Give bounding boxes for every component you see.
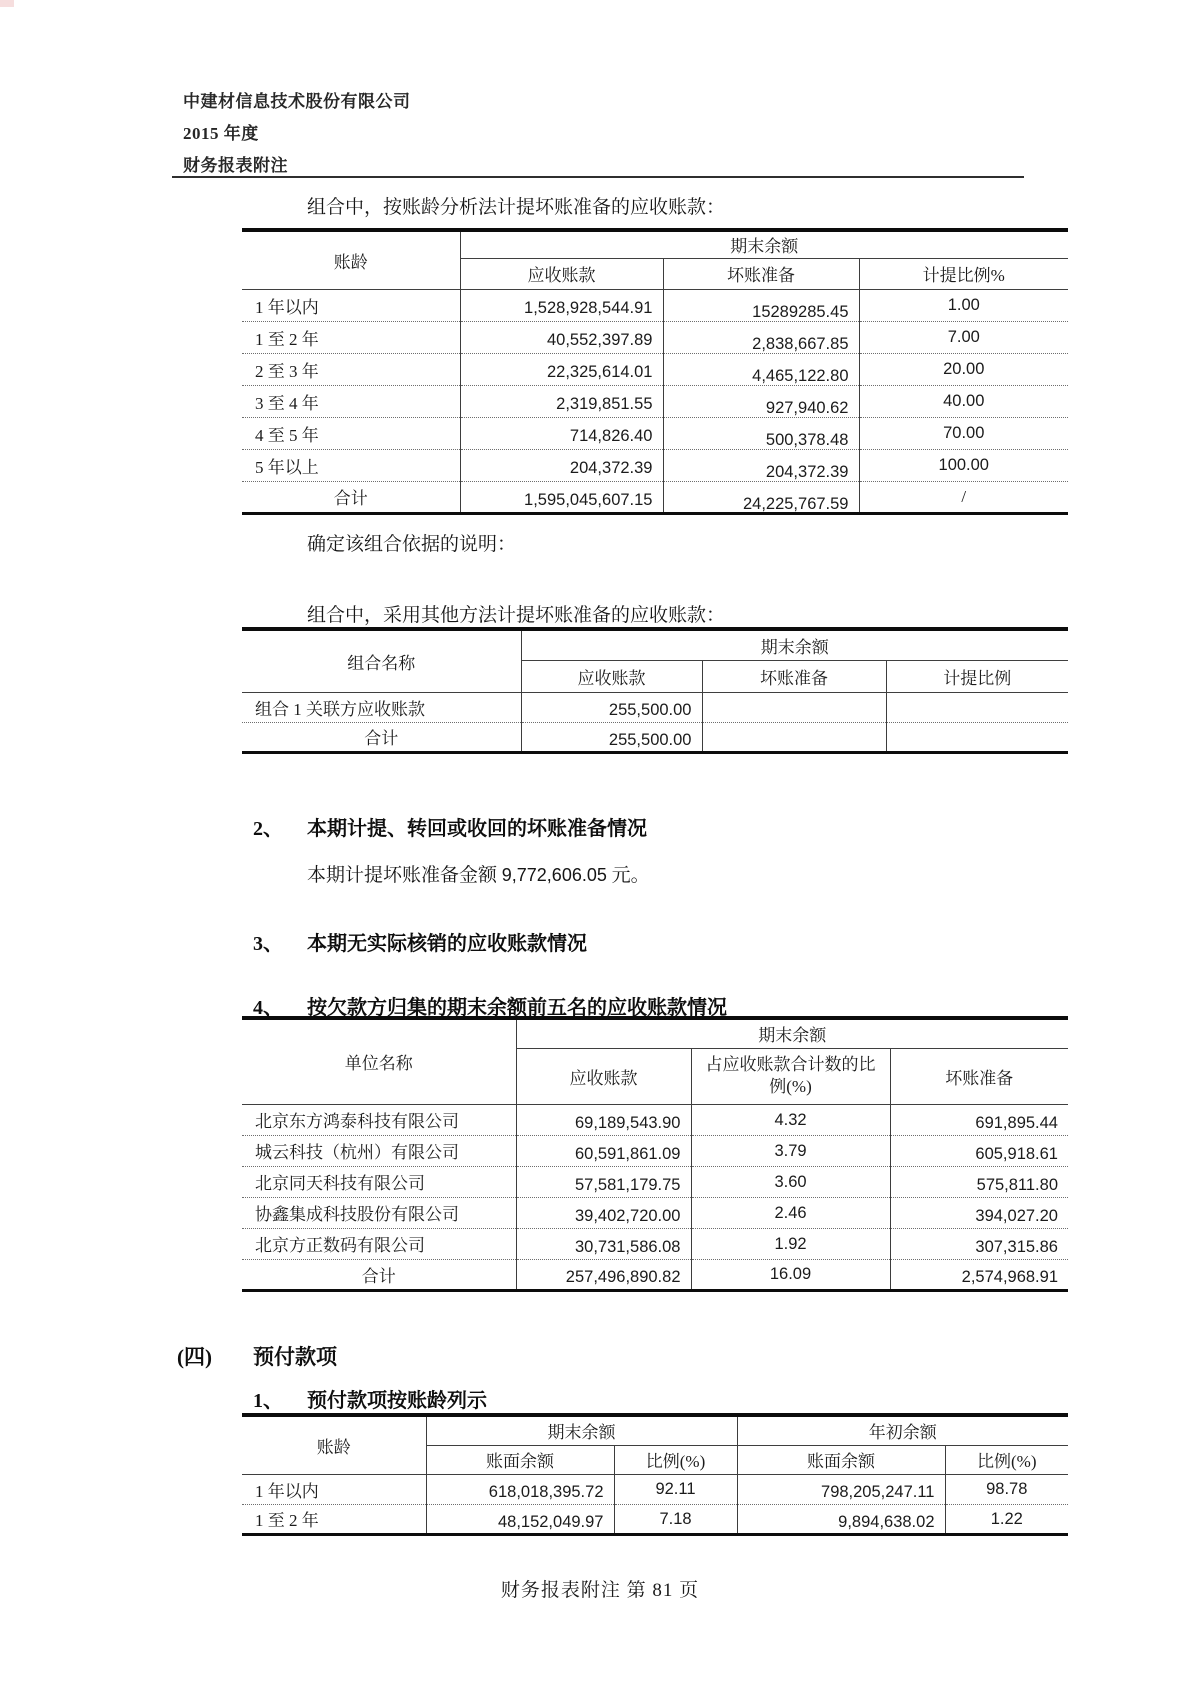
col-group-closing-balance: 期末余额	[547, 1423, 616, 1443]
aging-label: 1 至 2 年	[255, 1511, 319, 1530]
table-header-row	[242, 230, 1068, 258]
table-row	[242, 289, 1068, 321]
section-number: 2、	[253, 818, 283, 840]
table-row	[242, 692, 1068, 722]
section-2-body: 本期计提坏账准备金额 9,772,606.05 元。	[307, 865, 650, 886]
bad-debt-value: 15289285.45	[663, 289, 859, 321]
receivable-total: 255,500.00	[521, 722, 702, 752]
begin-ratio-value: 98.78	[945, 1474, 1068, 1504]
proportion-value: 2.46	[691, 1197, 890, 1228]
proportion-value: 3.79	[691, 1135, 890, 1166]
ratio-value: 7.00	[859, 321, 1068, 353]
entity-label: 北京方正数码有限公司	[255, 1236, 425, 1255]
table-row	[242, 1135, 1068, 1166]
section-number: 3、	[253, 933, 283, 955]
aging-label: 1 至 2 年	[255, 329, 319, 349]
col-receivable: 应收账款	[521, 660, 702, 692]
receivable-value: 714,826.40	[460, 417, 663, 449]
begin-balance-value: 798,205,247.11	[737, 1474, 945, 1504]
col-group-closing-balance: 期末余额	[758, 1026, 827, 1046]
entity-label: 城云科技（杭州）有限公司	[255, 1143, 459, 1162]
aging-label: 1 年以内	[255, 297, 319, 317]
proportion-value: 4.32	[691, 1104, 890, 1135]
end-ratio-value: 92.11	[614, 1474, 737, 1504]
receivable-value: 1,528,928,544.91	[460, 289, 663, 321]
total-row	[242, 1259, 1068, 1290]
bad-debt-total	[702, 722, 886, 752]
other-method-table-title: 组合中，采用其他方法计提坏账准备的应收账款：	[307, 605, 726, 626]
section-number: 4、	[253, 997, 283, 1019]
col-proportion: 占应收账款合计数的比例(%)	[691, 1048, 890, 1104]
ratio-value: 1.00	[859, 289, 1068, 321]
receivable-value: 57,581,179.75	[516, 1166, 691, 1197]
bad-debt-value: 4,465,122.80	[663, 353, 859, 385]
table-row	[242, 1104, 1068, 1135]
aging-label: 4 至 5 年	[255, 425, 319, 445]
receivable-value: 255,500.00	[521, 692, 702, 722]
bad-debt-value: 394,027.20	[890, 1197, 1068, 1228]
bad-debt-total: 24,225,767.59	[663, 481, 859, 513]
end-ratio-value: 7.18	[614, 1504, 737, 1534]
basis-note: 确定该组合依据的说明：	[307, 534, 517, 555]
col-group-closing-balance: 期末余额	[730, 237, 799, 257]
prepayments-subheading	[253, 1384, 487, 1413]
aging-label: 3 至 4 年	[255, 393, 319, 413]
section-2-heading	[253, 812, 647, 841]
table-row	[242, 449, 1068, 481]
ratio-total: /	[859, 481, 1068, 513]
prepayments-aging-table	[242, 1413, 1068, 1536]
bad-debt-value: 575,811.80	[890, 1166, 1068, 1197]
company-name: 中建材信息技术股份有限公司	[183, 92, 411, 111]
receivable-total: 1,595,045,607.15	[460, 481, 663, 513]
receivable-total: 257,496,890.82	[516, 1259, 691, 1290]
bad-debt-value: 605,918.61	[890, 1135, 1068, 1166]
ratio-value: 40.00	[859, 385, 1068, 417]
page-footer: 财务报表附注 第 81 页	[500, 1580, 700, 1601]
receivable-value: 40,552,397.89	[460, 321, 663, 353]
ratio-value: 100.00	[859, 449, 1068, 481]
col-aging: 账龄	[242, 230, 460, 289]
ratio-total	[886, 722, 1068, 752]
ratio-value: 70.00	[859, 417, 1068, 449]
section-3-heading	[253, 927, 587, 956]
table-header-row	[242, 1415, 1068, 1445]
bad-debt-value: 500,378.48	[663, 417, 859, 449]
doc-type: 财务报表附注	[183, 156, 288, 175]
col-receivable: 应收账款	[516, 1048, 691, 1104]
table-row	[242, 1197, 1068, 1228]
section-title: 预付款项	[253, 1345, 337, 1369]
table-row	[242, 321, 1068, 353]
col-ratio: 计提比例%	[859, 258, 1068, 289]
aging-table-title: 组合中，按账龄分析法计提坏账准备的应收账款：	[307, 197, 726, 218]
table-row	[242, 1166, 1068, 1197]
receivable-value: 30,731,586.08	[516, 1228, 691, 1259]
provision-amount: 9,772,606.05	[501, 865, 607, 885]
entity-label: 北京东方鸿泰科技有限公司	[255, 1112, 459, 1131]
col-group-opening-balance: 年初余额	[737, 1415, 1068, 1445]
entity-label: 协鑫集成科技股份有限公司	[255, 1205, 459, 1224]
col-book-balance: 账面余额	[737, 1445, 945, 1474]
receivable-value: 2,319,851.55	[460, 385, 663, 417]
top-five-debtors-table	[242, 1016, 1068, 1292]
aging-label: 5 年以上	[255, 457, 319, 477]
ratio-value	[886, 692, 1068, 722]
col-ratio: 计提比例	[886, 660, 1068, 692]
table-row	[242, 353, 1068, 385]
aging-label: 1 年以内	[255, 1481, 319, 1501]
section-title: 本期无实际核销的应收账款情况	[307, 933, 587, 955]
begin-balance-value: 9,894,638.02	[737, 1504, 945, 1534]
bad-debt-value: 2,838,667.85	[663, 321, 859, 353]
col-receivable: 应收账款	[460, 258, 663, 289]
total-label: 合计	[361, 1266, 396, 1286]
col-ratio: 比例(%)	[614, 1445, 737, 1474]
ratio-value: 20.00	[859, 353, 1068, 385]
col-bad-debt: 坏账准备	[702, 660, 886, 692]
fiscal-year: 2015 年度	[183, 124, 259, 143]
total-label: 合计	[364, 729, 399, 748]
bad-debt-value: 307,315.86	[890, 1228, 1068, 1259]
receivable-value: 204,372.39	[460, 449, 663, 481]
col-ratio: 比例(%)	[945, 1445, 1068, 1474]
section-number: (四)	[177, 1345, 212, 1369]
header-divider	[172, 176, 1024, 178]
col-bad-debt: 坏账准备	[663, 258, 859, 289]
section-title: 本期计提、转回或收回的坏账准备情况	[307, 818, 647, 840]
bad-debt-value: 927,940.62	[663, 385, 859, 417]
proportion-value: 3.60	[691, 1166, 890, 1197]
proportion-value: 1.92	[691, 1228, 890, 1259]
other-method-table	[242, 627, 1068, 754]
begin-ratio-value: 1.22	[945, 1504, 1068, 1534]
col-bad-debt: 坏账准备	[890, 1048, 1068, 1104]
total-row	[242, 481, 1068, 513]
table-header-row	[242, 629, 1068, 660]
section-title: 预付款项按账龄列示	[307, 1390, 487, 1412]
section-number: 1、	[253, 1390, 283, 1412]
section-title: 按欠款方归集的期末余额前五名的应收账款情况	[307, 997, 727, 1019]
receivable-value: 69,189,543.90	[516, 1104, 691, 1135]
col-entity-name: 单位名称	[242, 1018, 516, 1104]
table-header-row	[242, 1018, 1068, 1048]
total-row	[242, 722, 1068, 752]
bad-debt-total: 2,574,968.91	[890, 1259, 1068, 1290]
aging-analysis-table	[242, 228, 1068, 515]
table-row	[242, 385, 1068, 417]
end-balance-value: 48,152,049.97	[426, 1504, 614, 1534]
aging-label: 2 至 3 年	[255, 361, 319, 381]
document-header	[183, 86, 411, 182]
proportion-total: 16.09	[691, 1259, 890, 1290]
bad-debt-value: 691,895.44	[890, 1104, 1068, 1135]
table-row	[242, 1228, 1068, 1259]
bad-debt-value	[702, 692, 886, 722]
table-row	[242, 1474, 1068, 1504]
col-portfolio-name: 组合名称	[242, 629, 521, 692]
bad-debt-value: 204,372.39	[663, 449, 859, 481]
table-row	[242, 417, 1068, 449]
portfolio-label: 组合 1 关联方应收账款	[255, 699, 425, 719]
col-group-closing-balance: 期末余额	[760, 637, 829, 657]
col-book-balance: 账面余额	[426, 1445, 614, 1474]
receivable-value: 60,591,861.09	[516, 1135, 691, 1166]
receivable-value: 39,402,720.00	[516, 1197, 691, 1228]
scan-artifact	[0, 0, 14, 7]
table-row	[242, 1504, 1068, 1534]
receivable-value: 22,325,614.01	[460, 353, 663, 385]
col-aging: 账龄	[242, 1415, 426, 1474]
total-label: 合计	[333, 489, 368, 508]
entity-label: 北京同天科技有限公司	[255, 1174, 425, 1193]
section-four-heading	[177, 1341, 337, 1371]
end-balance-value: 618,018,395.72	[426, 1474, 614, 1504]
